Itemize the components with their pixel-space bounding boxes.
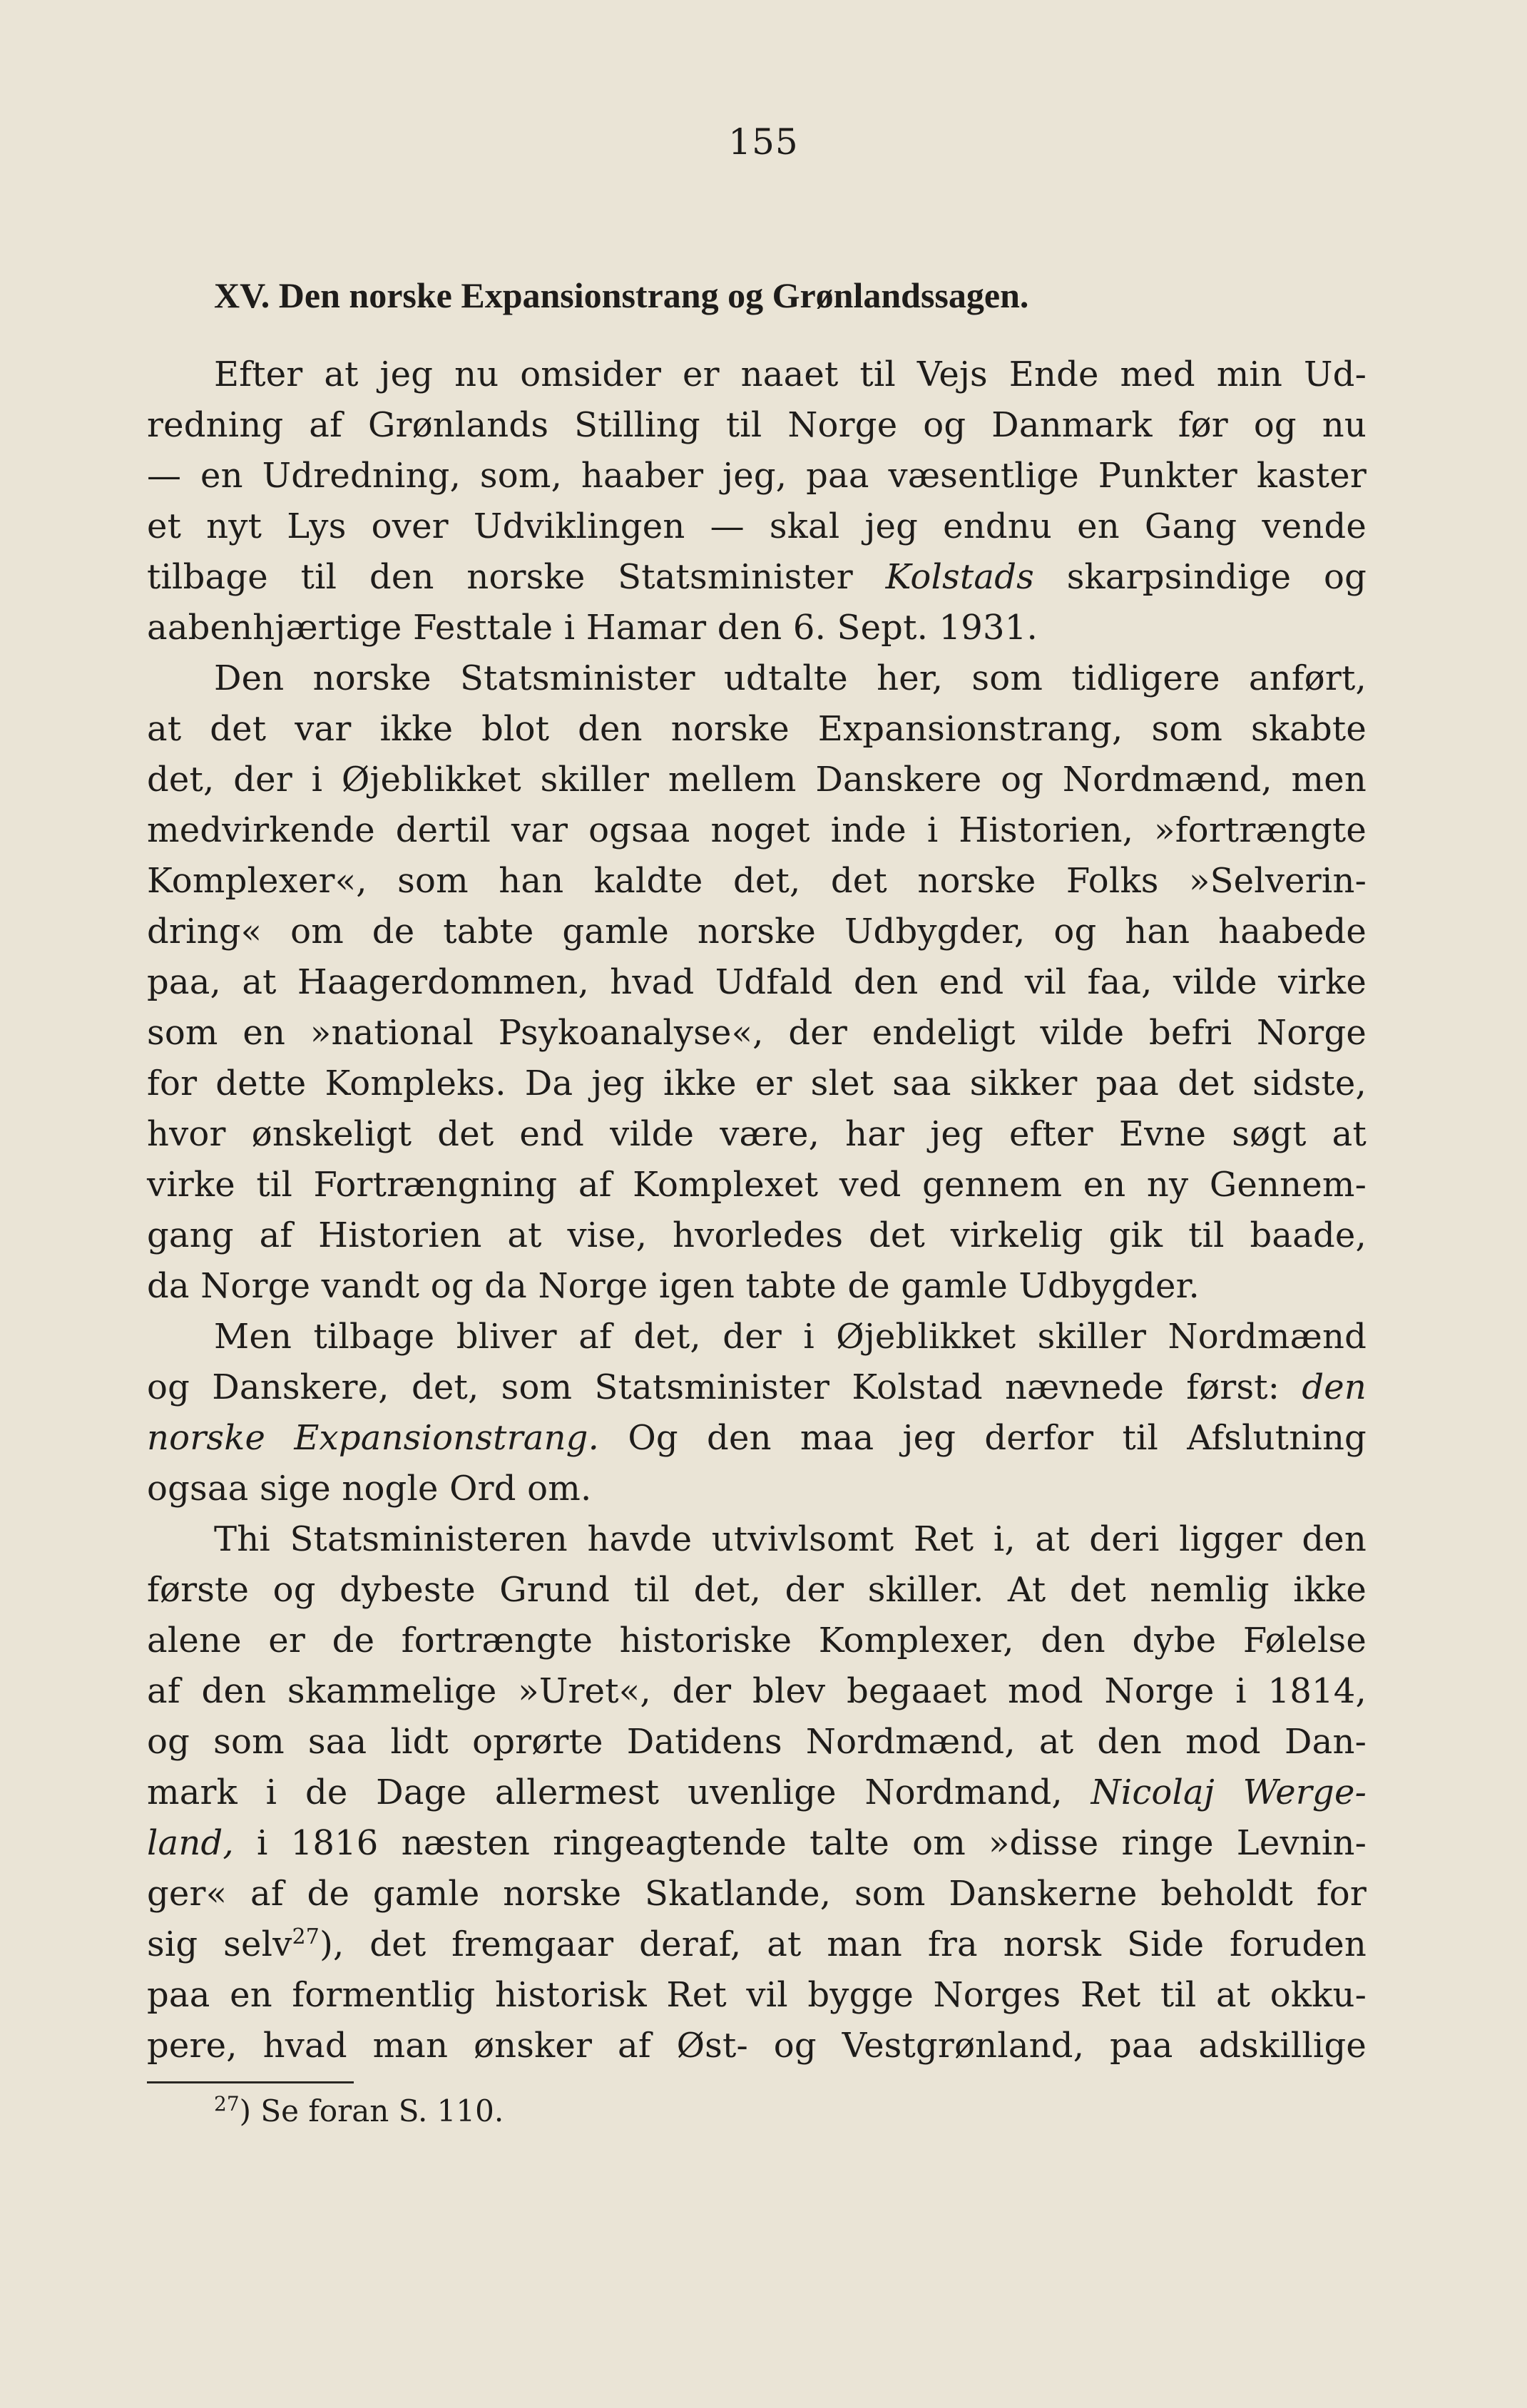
text-line: redning af Grønlands Stilling til Norge og Danmark før og nu [147,405,1367,445]
text-line: Men tilbage bliver af det, der i Øjeblikket skiller Nordmænd [214,1317,1367,1357]
text-line: som en »national Psykoanalyse«, der endeligt vilde befri Norge [147,1013,1367,1053]
emphasis: land, [147,1823,234,1863]
emphasis: den [1302,1367,1367,1407]
footnote-rule [147,2081,354,2083]
emphasis: Kolstads [885,557,1034,597]
text-line: af den skammelige »Uret«, der blev begaaet mod Norge i 1814, [147,1671,1367,1711]
text-line: alene er de fortrængte historiske Komplexer, den dybe Følelse [147,1621,1367,1660]
footnote-marker: 27 [214,2092,240,2116]
emphasis: Nicolaj Werge- [1091,1772,1367,1812]
text-line: — en Udredning, som, haaber jeg, paa væsentlige Punkter kaster [147,456,1367,496]
body-text [147,350,1367,2071]
text-line: det, der i Øjeblikket skiller mellem Danskere og Nordmænd, men [147,760,1367,800]
text-line: paa, at Haagerdommen, hvad Udfald den end vil faa, vilde virke [147,962,1367,1002]
text-line: og Danskere, det, som Statsminister Kolstad nævnede først: den [147,1367,1367,1407]
footnote-reference: 27 [292,1924,320,1949]
text-line: et nyt Lys over Udviklingen — skal jeg endnu en Gang vende [147,506,1367,546]
chapter-title: XV. Den norske Expansionstrang og Grønlandssagen. [214,275,1029,315]
text-line: mark i de Dage allermest uvenlige Nordmand, Nicolaj Werge- [147,1772,1367,1812]
text-line: land, i 1816 næsten ringeagtende talte om »disse ringe Levnin- [147,1823,1367,1863]
emphasis: norske Expansionstrang. [147,1418,600,1458]
text-line: hvor ønskeligt det end vilde være, har jeg efter Evne søgt at [147,1114,1367,1154]
text-line: ogsaa sige nogle Ord om. [147,1469,592,1509]
text-line: da Norge vandt og da Norge igen tabte de gamle Udbygder. [147,1266,1200,1306]
footnote [214,2090,504,2133]
text-line: Efter at jeg nu omsider er naaet til Vejs Ende med min Ud- [214,354,1367,394]
text-line: første og dybeste Grund til det, der skiller. At det nemlig ikke [147,1570,1367,1610]
text-line: og som saa lidt oprørte Datidens Nordmænd, at den mod Dan- [147,1722,1367,1762]
text-line: virke til Fortrængning af Komplexet ved gennem en ny Gennem- [147,1165,1367,1205]
text-line: medvirkende dertil var ogsaa noget inde i Historien, »fortrængte [147,810,1367,850]
text-line: dring« om de tabte gamle norske Udbygder, og han haabede [147,912,1367,952]
text-line: aabenhjærtige Festtale i Hamar den 6. Sept. 1931. [147,608,1038,648]
text-line: norske Expansionstrang. Og den maa jeg derfor til Afslutning [147,1418,1367,1458]
text-line: Den norske Statsminister udtalte her, som tidligere anført, [214,658,1367,698]
text-line: at det var ikke blot den norske Expansionstrang, som skabte [147,709,1367,749]
text-line: sig selv$^{27}$), det fremgaar deraf, at man fra norsk Side foruden [147,1924,1367,1964]
text-line: Thi Statsministeren havde utvivlsomt Ret i, at deri ligger den [214,1519,1367,1559]
page-number: 155 [728,121,799,163]
text-line: tilbage til den norske Statsminister Kolstads skarpsindige og [147,557,1367,597]
text-line: ger« af de gamle norske Skatlande, som Danskerne beholdt for [147,1874,1367,1914]
text-line: pere, hvad man ønsker af Øst- og Vestgrønland, paa adskillige [147,2026,1367,2066]
text-line: Komplexer«, som han kaldte det, det norske Folks »Selverin- [147,861,1367,901]
footnote-text: ) Se foran S. 110. [239,2093,504,2128]
text-line: paa en formentlig historisk Ret vil bygge Norges Ret til at okku- [147,1975,1367,2015]
text-line: gang af Historien at vise, hvorledes det virkelig gik til baade, [147,1215,1367,1255]
text-line: for dette Kompleks. Da jeg ikke er slet saa sikker paa det sidste, [147,1063,1367,1103]
